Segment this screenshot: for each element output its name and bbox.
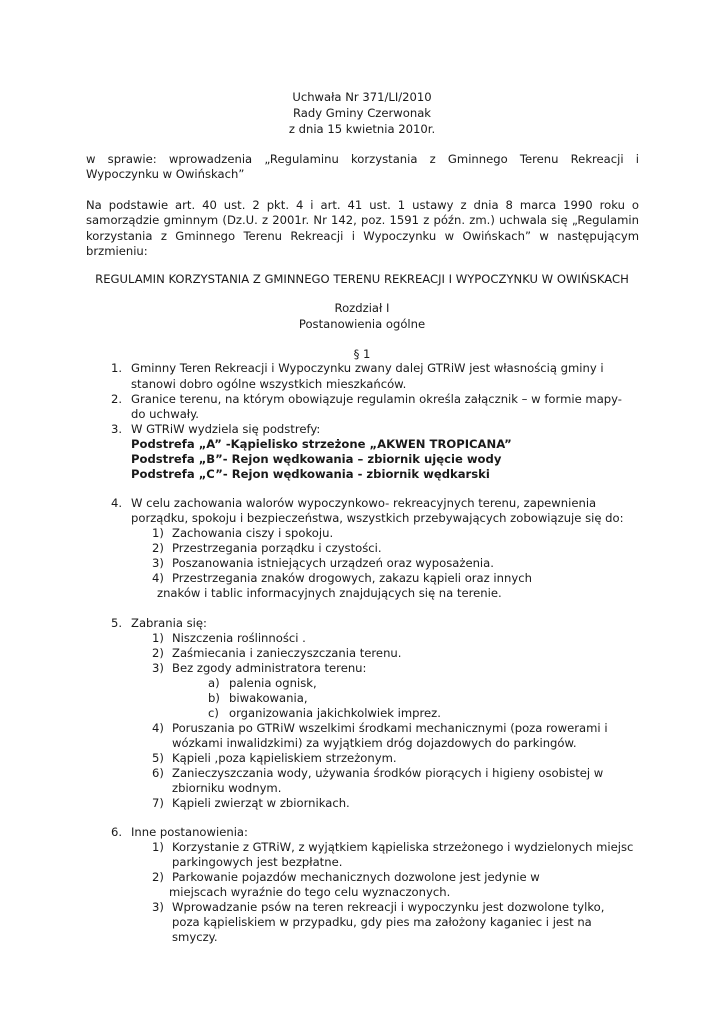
- letter-item: a): [208, 676, 220, 690]
- item-2-line-2: do uchwały.: [131, 407, 199, 421]
- resolution-date: z dnia 15 kwietnia 2010r.: [288, 122, 436, 136]
- item-5-sub-4-line-1: Poruszania po GTRiW wszelkimi środkami mechanicznymi (poza rowerami i: [172, 721, 608, 735]
- subitem-number: 1): [152, 631, 164, 645]
- item-6-sub-1-line-1: Korzystanie z GTRiW, z wyjątkiem kąpieliska strzeżonego i wydzielonych miejsc: [172, 840, 634, 854]
- item-3-line-1: W GTRiW wydziela się podstrefy:: [131, 422, 321, 436]
- item-6-sub-3-line-3: smyczy.: [172, 930, 218, 944]
- chapter-title: Rozdział I: [334, 301, 390, 315]
- zone-a: Podstrefa „A” -Kąpielisko strzeżone „AKWEN TROPICANA”: [131, 437, 512, 451]
- item-4-line-2: porządku, spokoju i bezpieczeństwa, wszystkich przebywających zobowiązuje się do:: [131, 511, 624, 525]
- item-5-sub-6-line-1: Zanieczyszczania wody, używania środków piorących i higieny osobistej w: [172, 766, 604, 780]
- item-4-sub-2: Przestrzegania porządku i czystości.: [172, 541, 382, 555]
- item-1-line-1: Gminny Teren Rekreacji i Wypoczynku zwany dalej GTRiW jest własnością gminy i: [131, 361, 604, 375]
- subject-paragraph: [86, 152, 639, 183]
- item-4-line-1: W celu zachowania walorów wypoczynkowo- rekreacyjnych terenu, zapewnienia: [131, 496, 597, 510]
- item-number: 4.: [111, 496, 123, 510]
- item-5-sub-3-c: organizowania jakichkolwiek imprez.: [229, 706, 441, 720]
- item-4-sub-3: Poszanowania istniejących urządzeń oraz wyposażenia.: [172, 556, 494, 570]
- item-6-line-1: Inne postanowienia:: [131, 825, 248, 839]
- subitem-number: 5): [152, 751, 164, 765]
- subitem-number: 7): [152, 796, 164, 810]
- item-number: 6.: [111, 825, 123, 839]
- item-5-sub-1: Niszczenia roślinności .: [172, 631, 306, 645]
- item-5-sub-7: Kąpieli zwierząt w zbiornikach.: [172, 796, 350, 810]
- subitem-number: 3): [152, 900, 164, 914]
- item-4-sub-1: Zachowania ciszy i spokoju.: [172, 526, 334, 540]
- item-number: 3.: [111, 422, 123, 436]
- subitem-number: 2): [152, 870, 164, 884]
- item-5-line-1: Zabrania się:: [131, 616, 207, 630]
- item-number: 5.: [111, 616, 123, 630]
- basis-line-3: korzystania z Gminnego Terenu Rekreacji i Wypoczynku w Owińskach” w następującym: [86, 228, 639, 243]
- item-6-sub-2-line-2: miejscach wyraźnie do tego celu wyznaczonych.: [169, 885, 451, 899]
- subitem-number: 4): [152, 571, 164, 585]
- basis-line-1: Na podstawie art. 40 ust. 2 pkt. 4 i art. 41 ust. 1 ustawy z dnia 8 marca 1990 roku o: [86, 198, 639, 212]
- basis-line-4: brzmieniu:: [86, 244, 148, 259]
- letter-item: c): [208, 706, 219, 720]
- council-name: Rady Gminy Czerwonak: [292, 106, 432, 120]
- item-5-sub-2: Zaśmiecania i zanieczyszczania terenu.: [172, 646, 402, 660]
- subitem-number: 1): [152, 526, 164, 540]
- item-2-line-1: Granice terenu, na którym obowiązuje regulamin określa załącznik – w formie mapy-: [131, 392, 622, 406]
- zone-c: Podstrefa „C”- Rejon wędkowania - zbiornik wędkarski: [131, 467, 490, 481]
- chapter-subtitle: Postanowienia ogólne: [298, 317, 426, 331]
- item-5-sub-6-line-2: zbiorniku wodnym.: [172, 781, 282, 795]
- letter-item: b): [208, 691, 220, 705]
- item-5-sub-5: Kąpieli ,poza kąpieliskiem strzeżonym.: [172, 751, 397, 765]
- subitem-number: 6): [152, 766, 164, 780]
- item-5-sub-3-b: biwakowania,: [229, 691, 308, 705]
- item-6-sub-3-line-2: poza kąpieliskiem w przypadku, gdy pies ma założony kaganiec i jest na: [172, 915, 592, 929]
- subitem-number: 4): [152, 721, 164, 735]
- subitem-number: 3): [152, 661, 164, 675]
- item-4-sub-4-line-1: Przestrzegania znaków drogowych, zakazu kąpieli oraz innych: [172, 571, 532, 585]
- zone-b: Podstrefa „B”- Rejon wędkowania – zbiornik ujęcie wody: [131, 452, 502, 466]
- item-number: 1.: [111, 361, 123, 375]
- item-6-sub-1-line-2: parkingowych jest bezpłatne.: [172, 855, 343, 869]
- subitem-number: 2): [152, 541, 164, 555]
- basis-line-2: samorządzie gminnym (Dz.U. z 2001r. Nr 142, poz. 1591 z późn. zm.) uchwala się „Regulamin: [86, 213, 639, 228]
- item-5-sub-4-line-2: wózkami inwalidzkimi) za wyjątkiem dróg dojazdowych do parkingów.: [172, 736, 577, 750]
- item-6-sub-2-line-1: Parkowanie pojazdów mechanicznych dozwolone jest jedynie w: [172, 870, 540, 884]
- subject-line-1: w sprawie: wprowadzenia „Regulaminu korzystania z Gminnego Terenu Rekreacji i: [86, 152, 639, 166]
- item-number: 2.: [111, 392, 123, 406]
- legal-basis-paragraph: [86, 198, 639, 260]
- resolution-number: Uchwała Nr 371/LI/2010: [292, 90, 432, 104]
- item-5-sub-3-a: palenia ognisk,: [229, 676, 317, 690]
- item-6-sub-3-line-1: Wprowadzanie psów na teren rekreacji i wypoczynku jest dozwolone tylko,: [172, 900, 605, 914]
- subitem-number: 2): [152, 646, 164, 660]
- regulation-title: REGULAMIN KORZYSTANIA Z GMINNEGO TERENU REKREACJI I WYPOCZYNKU W OWIŃSKACH: [95, 272, 629, 286]
- item-5-sub-3: Bez zgody administratora terenu:: [172, 661, 367, 675]
- subitem-number: 1): [152, 840, 164, 854]
- subitem-number: 3): [152, 556, 164, 570]
- item-4-sub-4-line-2: znaków i tablic informacyjnych znajdujących się na terenie.: [157, 586, 502, 600]
- section-mark: § 1: [353, 347, 371, 361]
- item-1-line-2: stanowi dobro ogólne wszystkich mieszkańców.: [131, 377, 407, 391]
- subject-line-2: Wypoczynku w Owińskach”: [86, 167, 245, 182]
